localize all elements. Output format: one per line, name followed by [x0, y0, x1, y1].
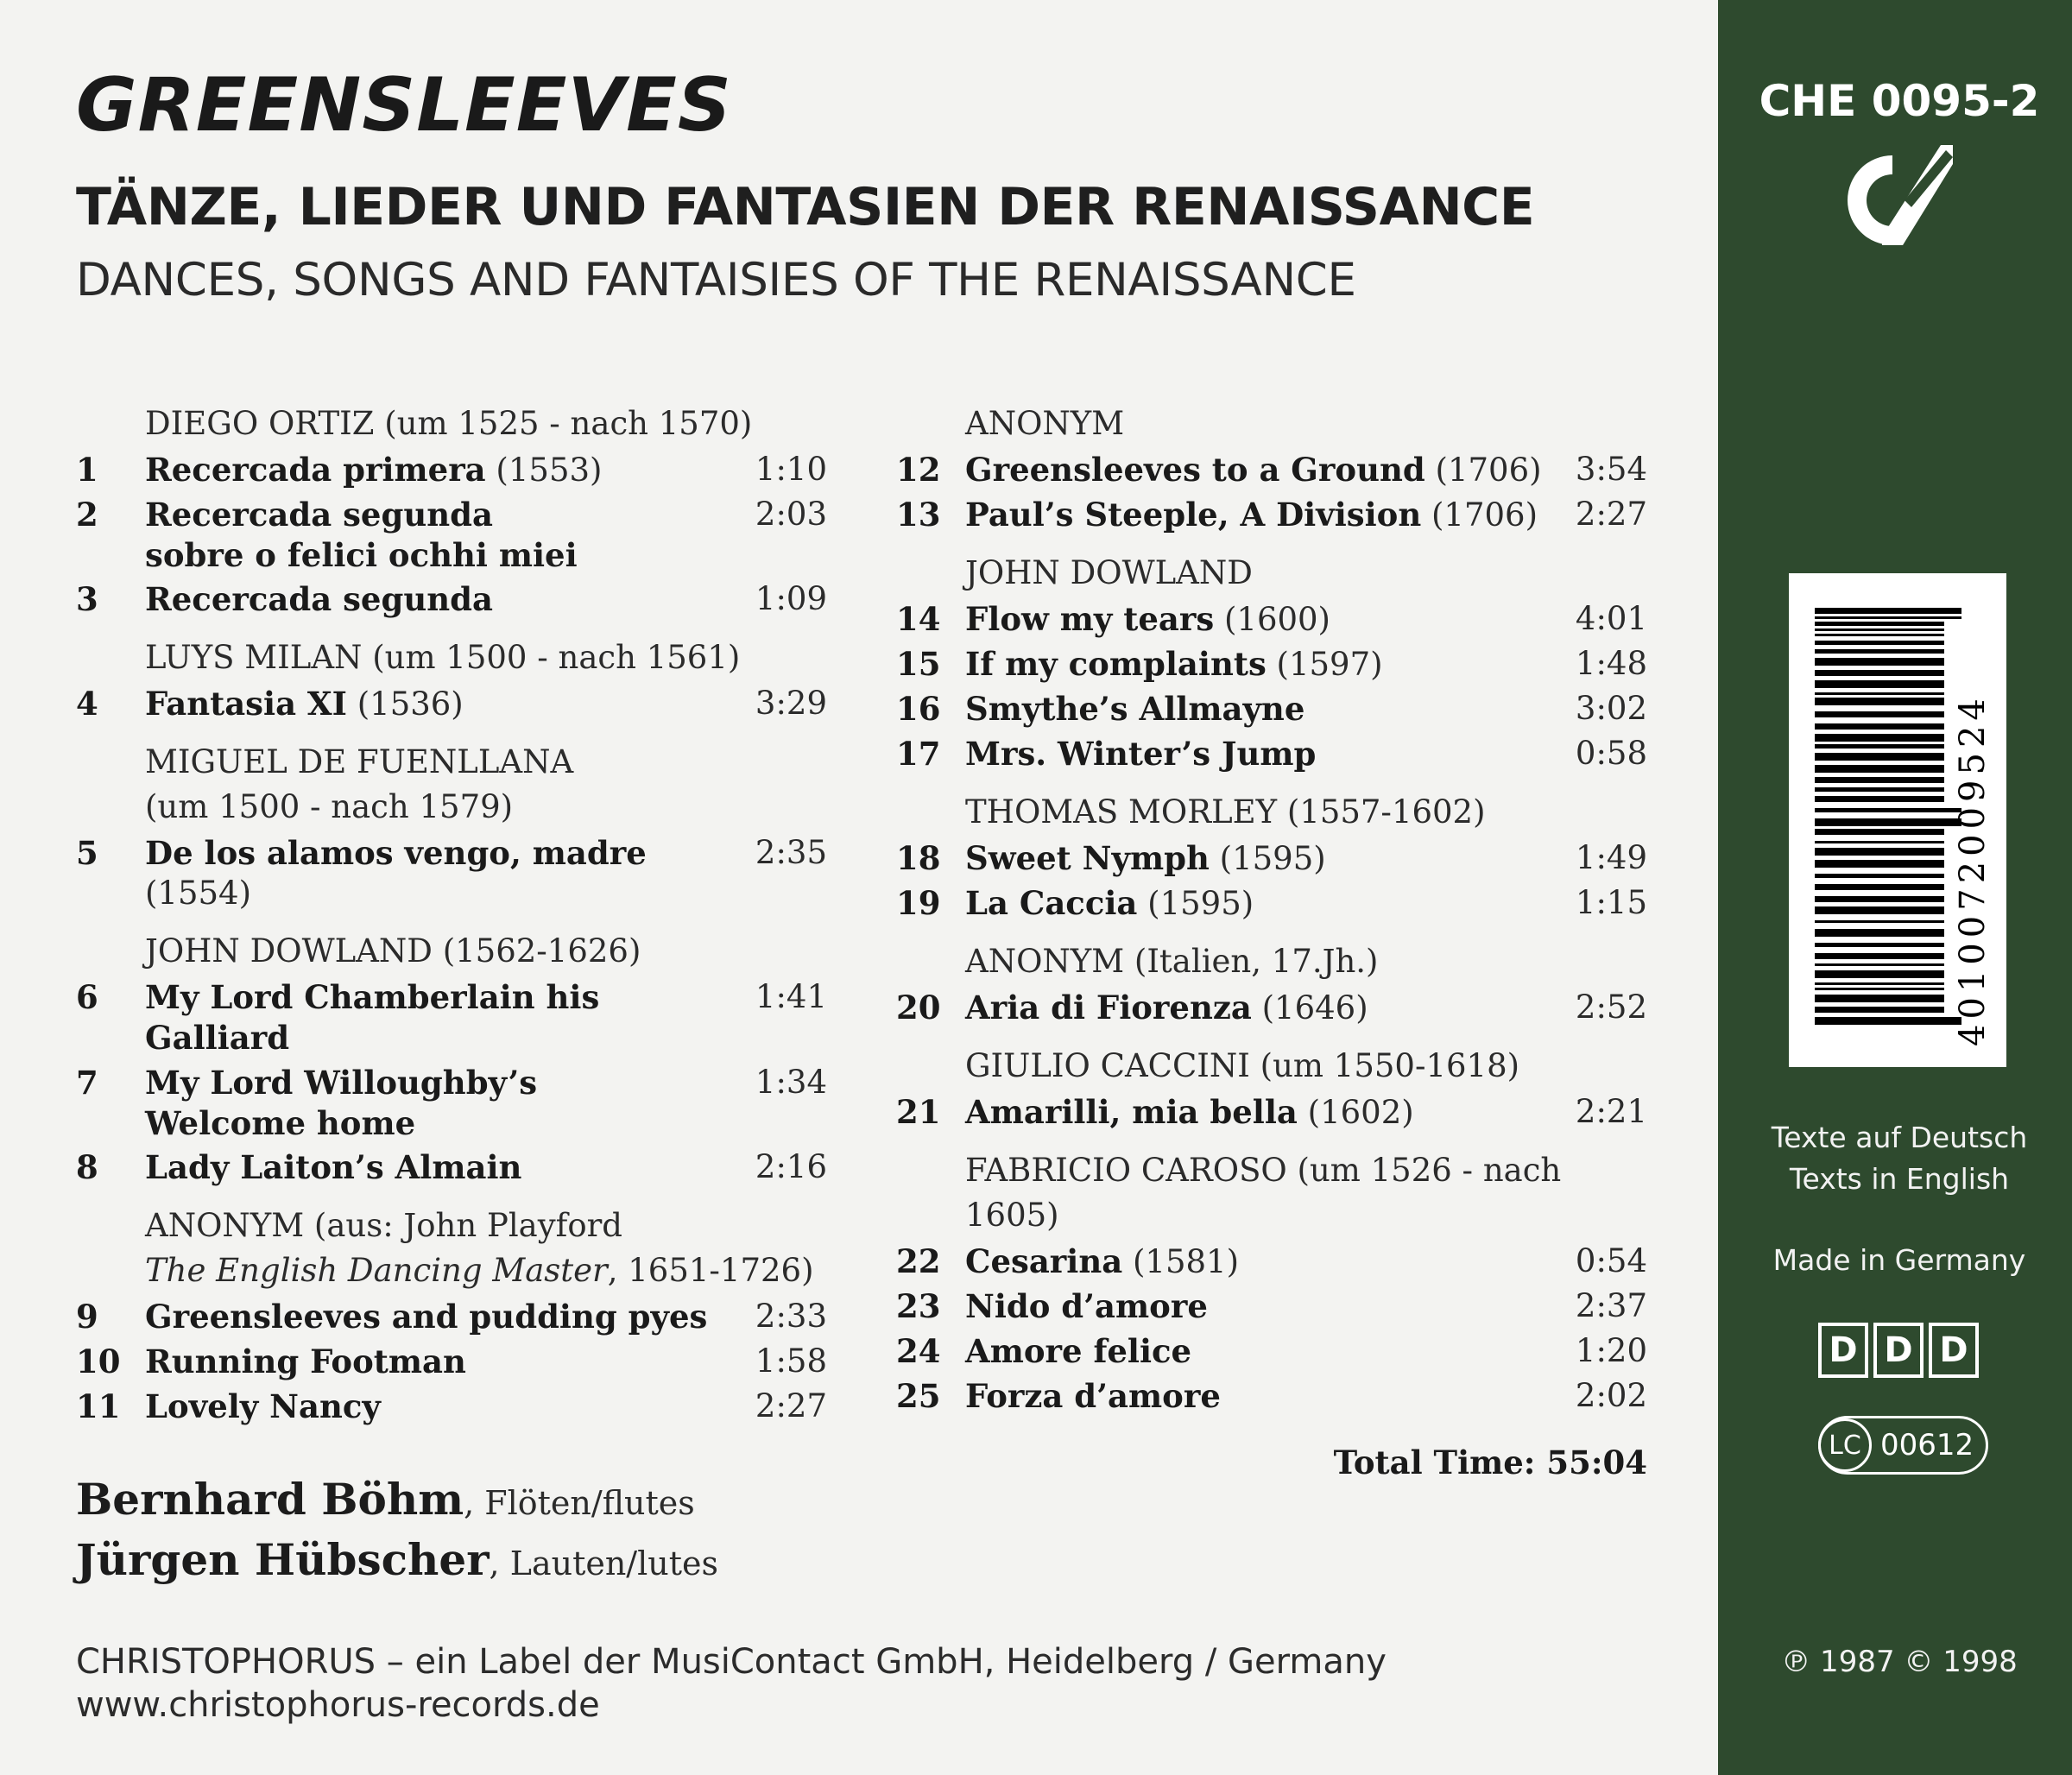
composer-heading — [76, 401, 827, 446]
performer — [76, 1471, 718, 1532]
track-number: 21 — [896, 1093, 941, 1131]
track-row — [76, 1387, 827, 1427]
track-year: (1646) — [1251, 989, 1368, 1026]
track-year: (1600) — [1214, 601, 1330, 638]
track-duration: 1:48 — [1575, 645, 1647, 682]
composer-group — [76, 401, 827, 620]
composer-heading — [76, 1203, 827, 1293]
composer-group — [76, 1203, 827, 1427]
subtitle-english: DANCES, SONGS AND FANTAISIES OF THE RENAISSANCE — [76, 254, 1356, 306]
track-row — [896, 988, 1647, 1028]
track-title: Sweet Nymph — [965, 839, 1210, 877]
composer-heading — [896, 1148, 1647, 1238]
track-row — [896, 1092, 1647, 1133]
composer-group — [896, 790, 1647, 924]
track-year: (1536) — [346, 685, 464, 723]
track-number: 12 — [896, 451, 941, 489]
track-row — [896, 1331, 1647, 1372]
composer-group — [896, 551, 1647, 774]
barcode-bar — [1815, 616, 1961, 619]
composer-group — [76, 929, 827, 1188]
track-number: 13 — [896, 496, 941, 534]
track-title: My Lord Willoughby’s — [145, 1064, 538, 1102]
track-duration: 2:27 — [755, 1387, 827, 1424]
track-number: 18 — [896, 839, 941, 877]
composer-name: LUYS MILAN — [145, 639, 363, 676]
composer-group — [76, 635, 827, 724]
barcode-graphic — [1789, 573, 2006, 1067]
barcode-bar — [1815, 874, 1944, 878]
barcode-bar — [1815, 777, 1944, 783]
barcode-bar — [1815, 787, 1944, 792]
track-duration: 0:54 — [1575, 1242, 1647, 1279]
track-title: Cesarina — [965, 1242, 1123, 1280]
track-row — [896, 883, 1647, 924]
track-number: 3 — [76, 580, 98, 618]
track-title: Recercada segunda — [145, 496, 493, 534]
track-number: 14 — [896, 600, 941, 638]
track-duration: 1:20 — [1575, 1332, 1647, 1369]
tracklist-right — [896, 401, 1647, 1432]
track-number: 1 — [76, 451, 98, 489]
barcode-bar — [1815, 906, 1944, 914]
track-number: 7 — [76, 1064, 98, 1102]
composer-dates: (aus: John Playford — [304, 1207, 622, 1244]
barcode-bar — [1815, 896, 1944, 902]
barcode-bar — [1815, 1007, 1944, 1013]
track-row — [76, 1297, 827, 1337]
track-number: 19 — [896, 884, 941, 922]
barcode-bar — [1815, 608, 1961, 614]
barcode-bar — [1815, 744, 1944, 749]
lc-number: 00612 — [1880, 1428, 1974, 1462]
composer-heading — [76, 635, 827, 680]
track-year: (1706) — [1421, 496, 1538, 534]
track-row — [76, 1147, 827, 1188]
barcode-bar — [1815, 920, 1944, 923]
barcode-bar — [1815, 734, 1944, 742]
barcode-bar — [1815, 995, 1944, 1002]
track-year: (1554) — [145, 875, 252, 912]
album-title: GREENSLEEVES — [76, 62, 732, 148]
composer-name: GIULIO CACCINI — [965, 1047, 1250, 1084]
track-row — [896, 644, 1647, 685]
track-duration: 2:27 — [1575, 496, 1647, 533]
track-title-line2: Welcome home — [145, 1104, 416, 1142]
track-year: (1597) — [1266, 646, 1383, 683]
composer-heading — [896, 939, 1647, 984]
track-duration: 3:29 — [755, 685, 827, 722]
track-year: (1602) — [1297, 1094, 1414, 1131]
track-row — [896, 1376, 1647, 1417]
barcode-bar — [1815, 649, 1944, 654]
ddd-badge — [1818, 1323, 1979, 1378]
track-title: Recercada segunda — [145, 580, 493, 618]
track-title: Smythe’s Allmayne — [965, 690, 1305, 728]
barcode-bar — [1815, 943, 1944, 947]
composer-heading — [896, 551, 1647, 596]
track-title: Aria di Fiorenza — [965, 989, 1252, 1026]
performers — [76, 1471, 718, 1592]
track-number: 24 — [896, 1332, 941, 1370]
composer-name: ANONYM — [965, 405, 1125, 442]
texts-english: Texts in English — [1789, 1162, 2010, 1196]
ddd-letter: D — [1929, 1323, 1979, 1378]
track-duration: 2:16 — [755, 1148, 827, 1185]
ddd-letter: D — [1818, 1323, 1868, 1378]
track-year: (1706) — [1424, 452, 1542, 489]
composer-heading — [896, 1044, 1647, 1089]
track-row — [76, 1063, 827, 1143]
barcode-bar — [1815, 634, 1944, 636]
texts-german: Texte auf Deutsch — [1771, 1121, 2028, 1154]
barcode-bar — [1815, 929, 1944, 937]
composer-name: ANONYM — [965, 943, 1125, 980]
track-title: Lovely Nancy — [145, 1387, 381, 1425]
track-number: 8 — [76, 1148, 98, 1186]
composer-group — [76, 740, 827, 913]
barcode-bar — [1815, 982, 1944, 985]
total-time: Total Time: 55:04 — [1333, 1443, 1647, 1481]
barcode-bar — [1815, 860, 1944, 868]
composer-dates: (um 1500 - nach 1561) — [362, 639, 741, 676]
track-number: 15 — [896, 645, 941, 683]
barcode-bar — [1815, 670, 1944, 676]
track-number: 4 — [76, 685, 98, 723]
composer-dates: (um 1525 - nach 1570) — [374, 405, 753, 442]
track-title: De los alamos vengo, madre — [145, 834, 647, 872]
track-duration: 1:58 — [755, 1342, 827, 1380]
performer — [76, 1532, 718, 1592]
track-number: 20 — [896, 989, 941, 1026]
track-row — [896, 689, 1647, 730]
track-year: (1581) — [1122, 1243, 1240, 1280]
lc-mark: LC — [1818, 1418, 1872, 1472]
track-duration: 0:58 — [1575, 735, 1647, 772]
track-duration: 2:21 — [1575, 1093, 1647, 1130]
performer-instrument: , Flöten/flutes — [464, 1484, 695, 1522]
barcode-bar — [1815, 970, 1944, 978]
track-title: Flow my tears — [965, 600, 1215, 638]
barcode-bar — [1815, 841, 1944, 843]
barcode-bar — [1815, 658, 1944, 666]
track-row — [896, 734, 1647, 774]
track-number: 10 — [76, 1342, 121, 1380]
track-title: Lady Laiton’s Almain — [145, 1148, 522, 1186]
track-duration: 3:02 — [1575, 690, 1647, 727]
track-number: 22 — [896, 1242, 941, 1280]
track-duration: 1:49 — [1575, 839, 1647, 876]
composer-group — [896, 1044, 1647, 1133]
track-row — [76, 977, 827, 1058]
track-duration: 2:02 — [1575, 1377, 1647, 1414]
barcode-bar — [1815, 692, 1944, 695]
composer-name: THOMAS MORLEY — [965, 793, 1278, 831]
barcode-bar — [1815, 796, 1944, 802]
track-row — [76, 684, 827, 724]
track-number: 25 — [896, 1377, 941, 1415]
track-title: Recercada primera — [145, 451, 486, 489]
track-row — [76, 579, 827, 620]
track-duration: 2:52 — [1575, 989, 1647, 1026]
composer-heading — [896, 790, 1647, 835]
track-duration: 4:01 — [1575, 600, 1647, 637]
source-dates: , 1651-1726) — [607, 1252, 814, 1289]
barcode-bar — [1815, 848, 1944, 856]
barcode-bar — [1815, 988, 1944, 990]
track-number: 16 — [896, 690, 941, 728]
label-line: CHRISTOPHORUS – ein Label der MusiContact GmbH, Heidelberg / Germany — [76, 1642, 1387, 1682]
track-number: 23 — [896, 1287, 941, 1325]
barcode-bar — [1815, 680, 1944, 688]
track-title: If my complaints — [965, 645, 1267, 683]
track-title: Fantasia XI — [145, 685, 347, 723]
track-number: 9 — [76, 1298, 98, 1336]
barcode-bar — [1815, 641, 1944, 645]
track-duration: 1:10 — [755, 451, 827, 488]
composer-heading — [896, 401, 1647, 446]
composer-dates: (um 1550-1618) — [1249, 1047, 1520, 1084]
track-title: Paul’s Steeple, A Division — [965, 496, 1422, 534]
barcode-bar — [1815, 1017, 1961, 1025]
copyright: ℗ 1987 © 1998 — [1781, 1645, 2018, 1679]
barcode-bar — [1815, 829, 1944, 835]
barcode-bar — [1815, 765, 1944, 773]
track-title: Greensleeves and pudding pyes — [145, 1298, 708, 1336]
track-title: Amore felice — [965, 1332, 1192, 1370]
barcode-bar — [1815, 953, 1944, 959]
barcode-bar — [1815, 698, 1944, 705]
subtitle-german: TÄNZE, LIEDER UND FANTASIEN DER RENAISSANCE — [76, 177, 1535, 237]
track-row — [76, 495, 827, 575]
track-duration: 1:09 — [755, 580, 827, 617]
track-row — [896, 1241, 1647, 1282]
track-number: 6 — [76, 978, 98, 1016]
barcode — [1789, 573, 2006, 1067]
track-title: La Caccia — [965, 884, 1138, 922]
barcode-bar — [1815, 622, 1944, 626]
composer-dates: (Italien, 17.Jh.) — [1124, 943, 1379, 980]
track-duration: 2:37 — [1575, 1287, 1647, 1324]
track-number: 11 — [76, 1387, 121, 1425]
composer-group — [896, 939, 1647, 1028]
performer-instrument: , Lauten/lutes — [489, 1544, 718, 1582]
composer-group — [896, 401, 1647, 535]
composer-name: ANONYM — [145, 1207, 305, 1244]
track-year: (1595) — [1209, 840, 1326, 877]
track-duration: 2:33 — [755, 1298, 827, 1335]
made-in: Made in Germany — [1772, 1243, 2026, 1277]
barcode-bar — [1815, 963, 1944, 966]
track-duration: 3:54 — [1575, 451, 1647, 488]
label-code-badge — [1818, 1416, 1988, 1475]
composer-dates: (1557-1602) — [1277, 793, 1486, 831]
track-title: My Lord Chamberlain his Galliard — [145, 978, 600, 1057]
composer-heading — [76, 740, 827, 830]
track-title: Mrs. Winter’s Jump — [965, 735, 1317, 773]
track-duration: 1:41 — [755, 978, 827, 1015]
composer-dates: (um 1500 - nach 1579) — [145, 788, 514, 825]
barcode-bar — [1815, 818, 1961, 826]
barcode-bar — [1815, 723, 1944, 730]
track-duration: 1:15 — [1575, 884, 1647, 921]
composer-name: DIEGO ORTIZ — [145, 405, 375, 442]
barcode-bar — [1815, 808, 1961, 812]
track-row — [76, 1342, 827, 1382]
barcode-bar — [1815, 629, 1944, 631]
track-row — [896, 838, 1647, 879]
track-year: (1553) — [485, 452, 603, 489]
barcode-bar — [1815, 753, 1944, 761]
track-row — [896, 1286, 1647, 1327]
website-link[interactable]: www.christophorus-records.de — [76, 1685, 600, 1725]
track-year: (1595) — [1137, 885, 1254, 922]
composer-dates: (1562-1626) — [432, 932, 641, 970]
christophorus-logo-icon — [1832, 140, 1961, 261]
track-number: 5 — [76, 834, 98, 872]
track-number: 17 — [896, 735, 941, 773]
catalog-number: CHE 0095-2 — [1759, 76, 2040, 126]
composer-heading — [76, 929, 827, 974]
tracklist-left — [76, 401, 827, 1443]
track-duration: 1:34 — [755, 1064, 827, 1101]
ddd-letter: D — [1873, 1323, 1924, 1378]
track-row — [896, 495, 1647, 535]
composer-name: JOHN DOWLAND — [965, 554, 1253, 591]
track-title: Amarilli, mia bella — [965, 1093, 1298, 1131]
track-title: Forza d’amore — [965, 1377, 1221, 1415]
composer-name: MIGUEL DE FUENLLANA — [145, 743, 574, 780]
track-row — [76, 450, 827, 490]
performer-name: Bernhard Böhm — [76, 1474, 464, 1525]
track-duration: 2:35 — [755, 834, 827, 871]
footer — [76, 1640, 1387, 1727]
performer-name: Jürgen Hübscher — [76, 1534, 490, 1585]
composer-name: FABRICIO CAROSO — [965, 1152, 1287, 1189]
barcode-digits: 4010072009524 — [1953, 693, 1993, 1046]
source-title: The English Dancing Master — [145, 1252, 608, 1289]
track-duration: 2:03 — [755, 496, 827, 533]
composer-group — [896, 1148, 1647, 1417]
track-title: Greensleeves to a Ground — [965, 451, 1425, 489]
track-number: 2 — [76, 496, 98, 534]
track-title: Nido d’amore — [965, 1287, 1208, 1325]
barcode-bar — [1815, 711, 1944, 717]
track-row — [896, 450, 1647, 490]
track-title: Running Footman — [145, 1342, 466, 1380]
track-row — [76, 833, 827, 913]
barcode-bar — [1815, 884, 1944, 890]
composer-name: JOHN DOWLAND — [145, 932, 433, 970]
track-title-line2: sobre o felici ochhi miei — [145, 536, 578, 574]
track-row — [896, 599, 1647, 640]
composer-dates: (um 1526 - nach 1605) — [965, 1152, 1562, 1234]
